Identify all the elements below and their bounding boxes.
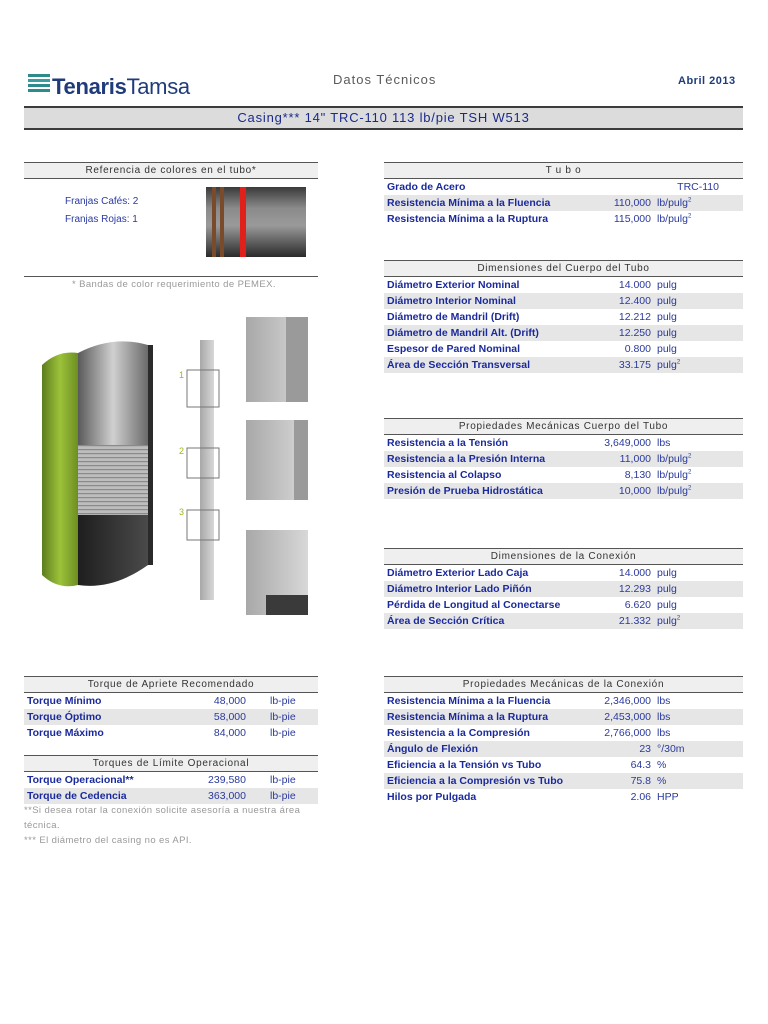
row-label: Torque Óptimo <box>27 711 102 723</box>
row-value: 2.06 <box>630 791 651 803</box>
row-value: 6.620 <box>624 599 651 611</box>
row-label: Diámetro de Mandril Alt. (Drift) <box>387 327 539 339</box>
row-value: 363,000 <box>208 790 246 802</box>
logo-stripes-icon <box>28 74 50 94</box>
unit-superscript: 2 <box>687 213 692 220</box>
unit-superscript: 2 <box>676 359 681 366</box>
row-label: Resistencia al Colapso <box>387 469 502 481</box>
table-row <box>384 725 743 741</box>
row-label: Pérdida de Longitud al Conectarse <box>387 599 561 611</box>
row-unit: pulg <box>657 599 677 611</box>
table-row <box>384 693 743 709</box>
row-label: Resistencia a la Presión Interna <box>387 453 546 465</box>
row-value: 12.400 <box>618 295 651 307</box>
row-unit: lbs <box>657 695 671 707</box>
table-row <box>384 709 743 725</box>
row-label: Eficiencia a la Compresión vs Tubo <box>387 775 564 787</box>
row-label: Resistencia a la Tensión <box>387 437 509 449</box>
callout-1: 1 <box>179 370 185 380</box>
row-value: 12.250 <box>618 327 651 339</box>
row-value: 110,000 <box>613 197 651 209</box>
torque-apriete-title: Torque de Apriete Recomendado <box>24 676 318 693</box>
dim-conexion-title: Dimensiones de la Conexión <box>384 548 743 565</box>
row-label: Diámetro Interior Lado Piñón <box>387 583 532 595</box>
prop-cuerpo-section <box>384 418 743 499</box>
brown-band <box>212 187 216 257</box>
row-unit: lbs <box>657 437 671 449</box>
table-row <box>384 451 743 467</box>
row-unit: lb-pie <box>270 774 296 786</box>
row-label: Grado de Acero <box>387 181 466 193</box>
callout-2: 2 <box>179 446 185 456</box>
row-value: 84,000 <box>213 727 246 739</box>
row-value: 21.332 <box>618 615 651 627</box>
red-band <box>240 187 246 257</box>
row-label: Torque Mínimo <box>27 695 102 707</box>
row-value: 10,000 <box>618 485 651 497</box>
row-value: 12.212 <box>618 311 651 323</box>
connection-illustration <box>38 315 313 615</box>
row-value: 2,453,000 <box>604 711 651 723</box>
row-value: 58,000 <box>213 711 246 723</box>
row-unit: pulg <box>657 279 677 291</box>
row-value: 14.000 <box>618 279 651 291</box>
table-row <box>384 179 743 195</box>
row-label: Resistencia Mínima a la Fluencia <box>387 695 551 707</box>
row-label: Área de Sección Crítica <box>387 615 505 627</box>
franjas-cafes-label: Franjas Cafés: 2 <box>65 196 139 207</box>
row-value: 8,130 <box>624 469 651 481</box>
table-row <box>384 293 743 309</box>
row-unit: pulg <box>657 583 677 595</box>
row-unit: lb/pulg$^2$ <box>657 213 692 225</box>
table-row <box>24 772 318 788</box>
table-row <box>384 435 743 451</box>
table-row <box>384 597 743 613</box>
row-unit: lb/pulg$^2$ <box>657 469 692 481</box>
row-unit: pulg$^2$ <box>657 359 681 371</box>
unit-superscript: 2 <box>676 615 681 622</box>
product-title: Casing*** 14" TRC-110 113 lb/pie TSH W513 <box>237 110 530 125</box>
row-value: 2,766,000 <box>604 727 651 739</box>
row-unit: pulg <box>657 567 677 579</box>
table-row <box>24 693 318 709</box>
callout-3: 3 <box>179 507 185 517</box>
row-unit: lb-pie <box>270 790 296 802</box>
row-value: 75.8 <box>630 775 651 787</box>
row-unit: pulg <box>657 343 677 355</box>
prop-conexion-title: Propiedades Mecánicas de la Conexión <box>384 676 743 693</box>
dim-cuerpo-section <box>384 260 743 373</box>
unit-superscript: 2 <box>687 469 692 476</box>
row-value: 33.175 <box>618 359 651 371</box>
row-value: 64.3 <box>630 759 651 771</box>
color-reference-section <box>24 162 318 179</box>
table-row <box>384 357 743 373</box>
row-value: 3,649,000 <box>604 437 651 449</box>
table-row <box>24 788 318 804</box>
row-label: Torque Máximo <box>27 727 104 739</box>
doc-date: Abril 2013 <box>678 75 736 87</box>
row-unit: °/30m <box>657 743 685 755</box>
table-row <box>384 757 743 773</box>
row-label: Diámetro de Mandril (Drift) <box>387 311 520 323</box>
tubo-title: T u b o <box>384 162 743 179</box>
brown-band <box>220 187 224 257</box>
row-label: Resistencia Mínima a la Ruptura <box>387 711 549 723</box>
row-label: Torque de Cedencia <box>27 790 127 802</box>
dim-conexion-section <box>384 548 743 629</box>
product-title-bar <box>24 106 743 130</box>
table-row <box>384 565 743 581</box>
row-label: Diámetro Interior Nominal <box>387 295 516 307</box>
table-row <box>24 725 318 741</box>
row-label: Resistencia Mínima a la Fluencia <box>387 197 551 209</box>
row-value: 12.293 <box>618 583 651 595</box>
unit-superscript: 2 <box>687 197 692 204</box>
row-unit: pulg$^2$ <box>657 615 681 627</box>
prop-cuerpo-title: Propiedades Mecánicas Cuerpo del Tubo <box>384 418 743 435</box>
table-row <box>24 709 318 725</box>
torque-limite-section <box>24 755 318 804</box>
row-unit: pulg <box>657 295 677 307</box>
row-label: Espesor de Pared Nominal <box>387 343 521 355</box>
row-label: Resistencia Mínima a la Ruptura <box>387 213 549 225</box>
row-label: Resistencia a la Compresión <box>387 727 530 739</box>
row-value: 239,580 <box>208 774 246 786</box>
api-note: *** El diámetro del casing no es API. <box>24 835 192 846</box>
row-value: 2,346,000 <box>604 695 651 707</box>
row-label: Eficiencia a la Tensión vs Tubo <box>387 759 542 771</box>
torque-apriete-section <box>24 676 318 741</box>
torque-note: **Si desea rotar la conexión solicite asesoría a nuestra área técnica. <box>24 805 301 831</box>
unit-superscript: 2 <box>687 485 692 492</box>
franjas-rojas-label: Franjas Rojas: 1 <box>65 214 138 225</box>
tubo-section <box>384 162 743 227</box>
table-row <box>384 613 743 629</box>
row-label: Hilos por Pulgada <box>387 791 477 803</box>
table-row <box>384 325 743 341</box>
row-value: 0.800 <box>624 343 651 355</box>
row-value: 11,000 <box>619 453 651 465</box>
row-label: Diámetro Exterior Nominal <box>387 279 520 291</box>
table-row <box>384 341 743 357</box>
row-unit: lb/pulg$^2$ <box>657 197 692 209</box>
row-label: Ángulo de Flexión <box>387 743 478 755</box>
row-unit: lb-pie <box>270 711 296 723</box>
dim-cuerpo-title: Dimensiones del Cuerpo del Tubo <box>384 260 743 277</box>
table-row <box>384 211 743 227</box>
row-label: Área de Sección Transversal <box>387 359 530 371</box>
row-value: 14.000 <box>618 567 651 579</box>
table-row <box>384 277 743 293</box>
row-label: Presión de Prueba Hidrostática <box>387 485 543 497</box>
row-unit: % <box>657 759 667 771</box>
row-value: 115,000 <box>613 213 651 225</box>
row-label: Diámetro Exterior Lado Caja <box>387 567 529 579</box>
row-unit: lb-pie <box>270 695 296 707</box>
row-unit: pulg <box>657 311 677 323</box>
table-row <box>384 467 743 483</box>
doc-title: Datos Técnicos <box>333 72 437 87</box>
row-unit: pulg <box>657 327 677 339</box>
tenaris-tamsa-logo <box>28 72 203 102</box>
divider <box>24 276 318 277</box>
table-row <box>384 789 743 805</box>
table-row <box>384 195 743 211</box>
row-unit: HPP <box>657 791 679 803</box>
table-row <box>384 581 743 597</box>
pipe-color-bands-image <box>206 187 306 257</box>
logo-light-text: Tamsa <box>126 74 190 99</box>
row-unit: lb/pulg$^2$ <box>657 485 692 497</box>
table-row <box>384 741 743 757</box>
table-row <box>384 483 743 499</box>
row-value: 48,000 <box>213 695 246 707</box>
torque-limite-title: Torques de Límite Operacional <box>24 755 318 772</box>
unit-superscript: 2 <box>687 453 692 460</box>
table-row <box>384 309 743 325</box>
row-label: Torque Operacional** <box>27 774 134 786</box>
prop-conexion-section <box>384 676 743 805</box>
color-reference-title: Referencia de colores en el tubo* <box>24 162 318 179</box>
row-unit: lbs <box>657 727 671 739</box>
row-unit: lb/pulg$^2$ <box>657 453 692 465</box>
logo-bold-text: Tenaris <box>52 74 127 99</box>
row-unit: lbs <box>657 711 671 723</box>
table-row <box>384 773 743 789</box>
row-unit: % <box>657 775 667 787</box>
row-unit: lb-pie <box>270 727 296 739</box>
row-value: TRC-110 <box>677 181 719 193</box>
row-value: 23 <box>639 743 651 755</box>
color-note: * Bandas de color requerimiento de PEMEX. <box>72 279 276 290</box>
